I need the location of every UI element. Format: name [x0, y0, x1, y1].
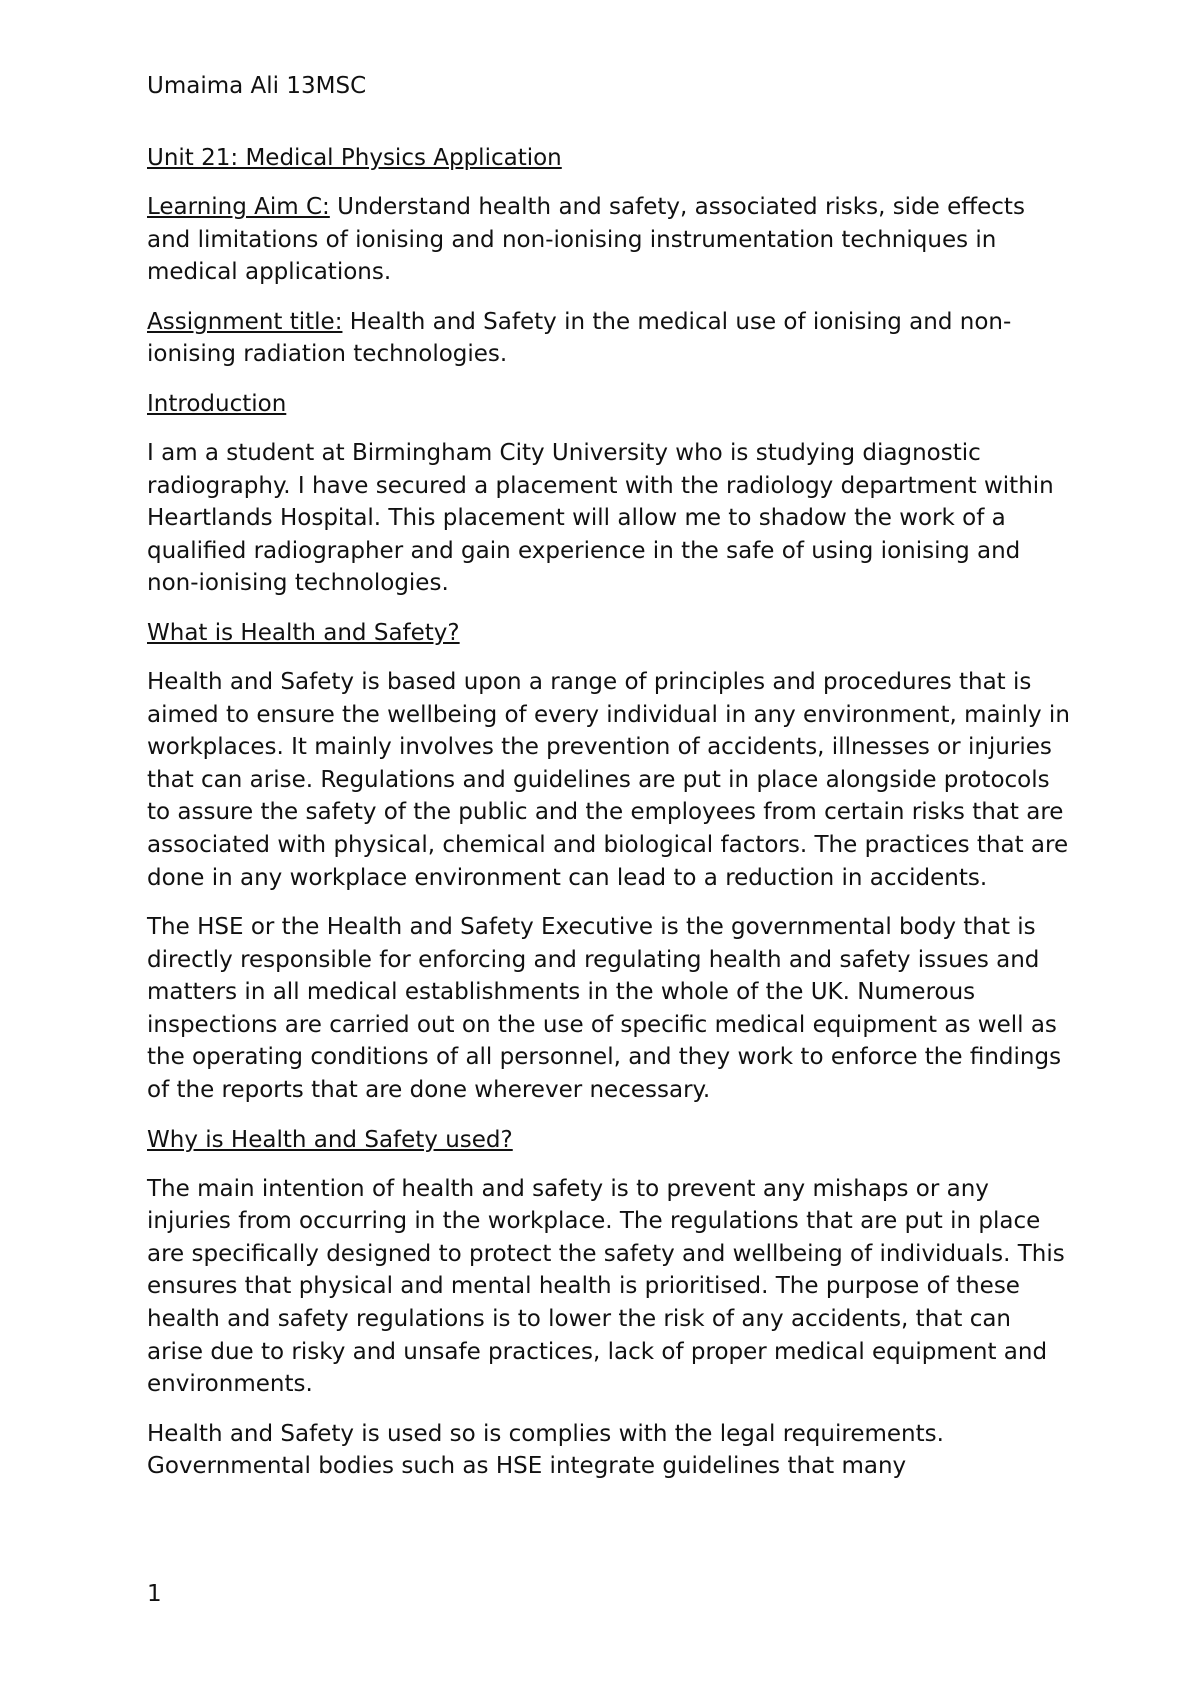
section-heading-why-used: Why is Health and Safety used? — [147, 1126, 513, 1153]
why-used-paragraph-1: The main intention of health and safety is to prevent any mishaps or any injuries from occurring in the workplace. The regulations that are put in place are specifically designed to protect the safety and wellbeing of individuals. This ensures that physical and mental health is prioritised. The purpose of these health and safety regulations is to lower the risk of any accidents, that can arise due to risky and unsafe practices, lack of proper medical equipment and environments. — [147, 1175, 1065, 1398]
section-heading-introduction: Introduction — [147, 390, 287, 417]
page-number: 1 — [147, 1581, 162, 1607]
assignment-label: Assignment title: — [147, 308, 343, 335]
introduction-paragraph: I am a student at Birmingham City University who is studying diagnostic radiography. I have secured a placement with the radiology department within Heartlands Hospital. This placement will allow me to shadow the work of a qualified radiographer and gain experience in the safe of using ionising and non-ionising technologies. — [147, 439, 1054, 597]
assignment-paragraph — [147, 306, 1072, 371]
why-used-paragraph-2: Health and Safety is used so is complies with the legal requirements. Governmental bodies such as HSE integrate guidelines that many — [147, 1420, 944, 1480]
unit-title: Unit 21: Medical Physics Application — [147, 145, 562, 171]
learning-aim-paragraph — [147, 191, 1072, 289]
what-is-paragraph-2: The HSE or the Health and Safety Executive is the governmental body that is directly responsible for enforcing and regulating health and safety issues and matters in all medical establishments in the whole of the UK. Numerous inspections are carried out on the use of specific medical equipment as well as the operating conditions of all personnel, and they work to enforce the findings of the reports that are done wherever necessary. — [147, 914, 1062, 1104]
learning-aim-text: Understand health and safety, associated risks, side effects and limitations of ionising and non-ionising instrumentation techniques in medical applications. — [147, 194, 1025, 286]
assignment-text: Health and Safety in the medical use of ionising and non-ionising radiation technologies. — [147, 308, 1012, 368]
what-is-paragraph-1: Health and Safety is based upon a range of principles and procedures that is aimed to ensure the wellbeing of every individual in any environment, mainly in workplaces. It mainly involves the prevention of accidents, illnesses or injuries that can arise. Regulations and guidelines are put in place alongside protocols to assure the safety of the public and the employees from certain risks that are associated with physical, chemical and biological factors. The practices that are done in any workplace environment can lead to a reduction in accidents. — [147, 668, 1070, 891]
section-heading-what-is: What is Health and Safety? — [147, 619, 460, 646]
learning-aim-label: Learning Aim C: — [147, 194, 330, 220]
author-line: Umaima Ali 13MSC — [147, 73, 367, 99]
document-body — [147, 70, 1072, 1500]
